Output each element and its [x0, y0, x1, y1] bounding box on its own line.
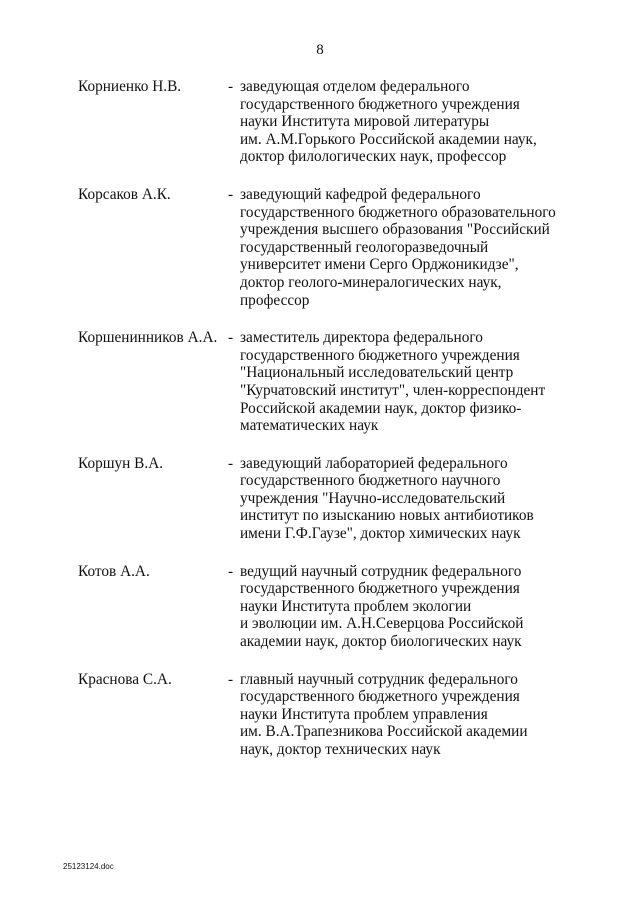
document-filename: 25123124.doc: [63, 862, 114, 871]
page-number: 8: [316, 42, 324, 58]
description-line: заведующий лабораторией федерального: [240, 454, 508, 472]
member-name: Краснова С.А.: [78, 670, 172, 688]
member-description: [240, 563, 578, 651]
dash-separator: -: [228, 329, 234, 347]
description-line: имени Г.Ф.Гаузе", доктор химических наук: [240, 525, 521, 543]
member-description: [240, 671, 578, 759]
description-line: профессор: [240, 291, 310, 309]
description-line: им. А.М.Горького Российской академии наук,: [240, 130, 537, 148]
member-entry: [78, 671, 578, 759]
description-line: "Национальный исследовательский центр: [240, 364, 514, 382]
dash-separator: -: [228, 78, 234, 95]
dash-separator: -: [228, 185, 234, 203]
dash-separator: -: [228, 670, 234, 688]
member-name: Котов А.А.: [78, 562, 150, 580]
description-line: учреждения "Научно-исследовательский: [240, 489, 506, 507]
member-entry: [78, 563, 578, 651]
member-entry: [78, 329, 578, 435]
member-name: Корсаков А.К.: [78, 185, 171, 203]
member-name: Коршун В.А.: [78, 454, 164, 472]
description-line: государственного бюджетного учреждения: [240, 688, 520, 706]
description-line: институт по изысканию новых антибиотиков: [240, 507, 534, 525]
description-line: академии наук, доктор биологических наук: [240, 633, 522, 651]
member-name: Коршенинников А.А.: [78, 329, 218, 347]
member-description: [240, 186, 578, 309]
description-line: "Курчатовский институт", член-корреспондент: [240, 381, 546, 399]
description-line: учреждения высшего образования "Российский: [240, 221, 550, 239]
description-line: науки Института проблем экологии: [240, 597, 472, 615]
member-entry: [78, 78, 578, 166]
member-description: [240, 455, 578, 543]
member-description: [240, 329, 578, 435]
description-line: им. В.А.Трапезникова Российской академии: [240, 723, 528, 741]
member-list: [78, 78, 578, 779]
description-line: и эволюции им. А.Н.Северцова Российской: [240, 615, 524, 633]
description-line: государственного бюджетного учреждения: [240, 580, 520, 598]
description-line: государственного бюджетного образовательного: [240, 203, 556, 221]
description-line: государственного бюджетного учреждения: [240, 346, 520, 364]
description-line: государственный геологоразведочный: [240, 238, 489, 256]
description-line: математических наук: [240, 417, 379, 435]
description-line: науки Института мировой литературы: [240, 113, 490, 131]
description-line: заведующая отделом федерального: [240, 78, 470, 95]
description-line: ведущий научный сотрудник федерального: [240, 562, 522, 580]
dash-separator: -: [228, 562, 234, 580]
member-description: [240, 78, 578, 166]
description-line: наук, доктор технических наук: [240, 741, 441, 758]
member-name: Корниенко Н.В.: [78, 78, 182, 95]
description-line: доктор геолого-минералогических наук,: [240, 273, 502, 291]
description-line: науки Института проблем управления: [240, 705, 488, 723]
description-line: заместитель директора федерального: [240, 329, 483, 347]
member-entry: [78, 455, 578, 543]
description-line: Российской академии наук, доктор физико-: [240, 399, 522, 417]
description-line: заведующий кафедрой федерального: [240, 185, 481, 203]
member-entry: [78, 186, 578, 309]
dash-separator: -: [228, 454, 234, 472]
description-line: доктор филологических наук, профессор: [240, 148, 507, 166]
description-line: главный научный сотрудник федерального: [240, 670, 518, 688]
description-line: государственного бюджетного научного: [240, 472, 501, 490]
description-line: государственного бюджетного учреждения: [240, 95, 520, 113]
description-line: университет имени Серго Орджоникидзе",: [240, 256, 519, 274]
